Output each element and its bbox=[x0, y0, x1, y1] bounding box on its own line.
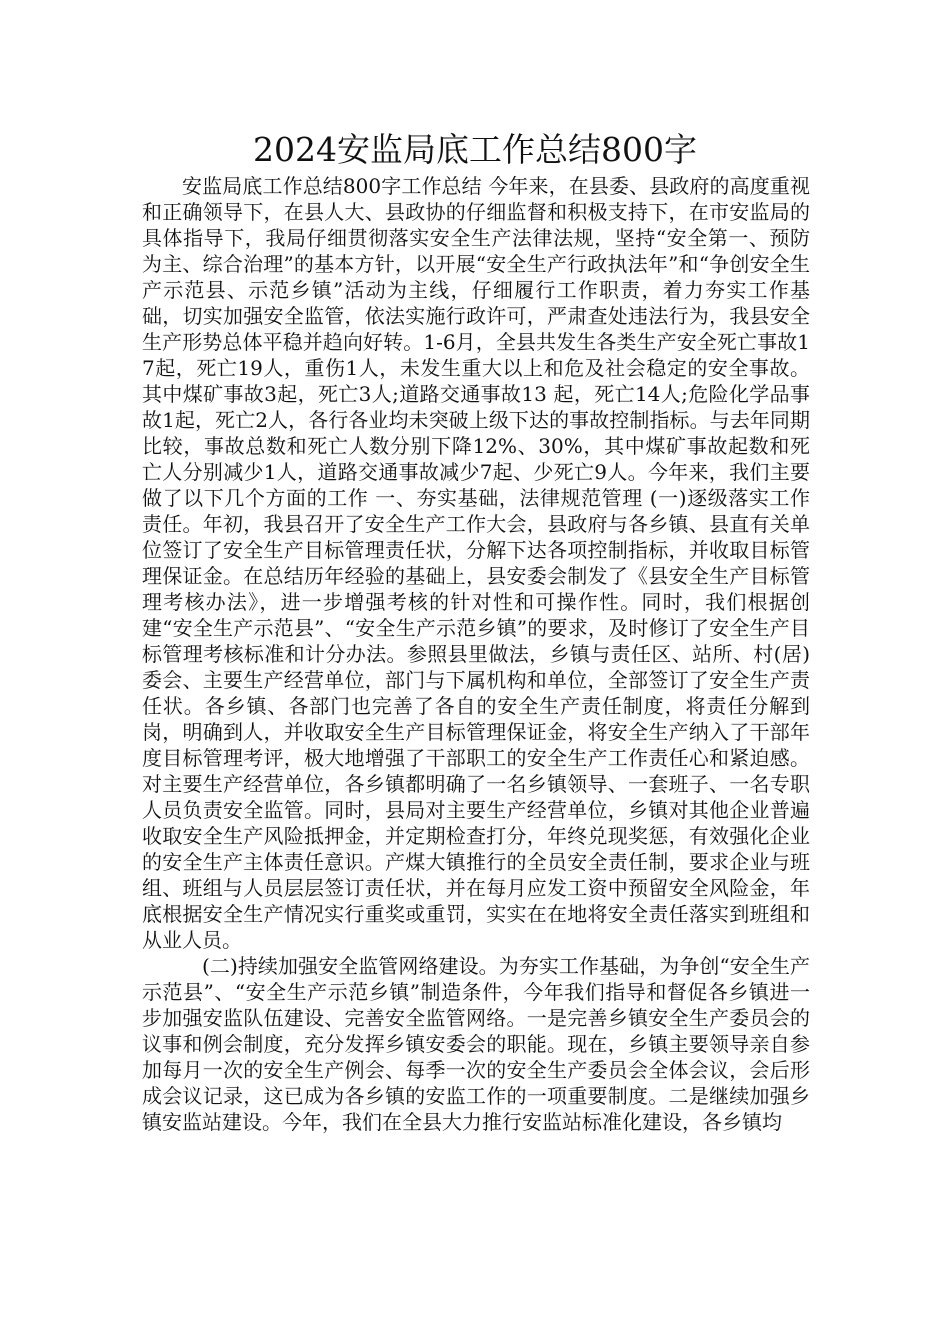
document-title: 2024安监局底工作总结800字 bbox=[253, 130, 697, 169]
document-body bbox=[142, 173, 810, 1135]
body-paragraph-1: 安监局底工作总结800字工作总结 今年来，在县委、县政府的高度重视和正确领导下，在县人大、县政协的仔细监督和积极支持下，在市安监局的具体指导下，我局仔细贯彻落实安全生产法律法规，坚持“安全第一、预防为主、综合治理”的基本方针，以开展“安全生产行政执法年”和“争创安全生产示范县、示范乡镇”活动为主线，仔细履行工作职责，着力夯实工作基础，切实加强安全监管，依法实施行政许可，严肃查处违法行为，我县安全生产形势总体平稳并趋向好转。1-6月，全县共发生各类生产安全死亡事故17起，死亡19人，重伤1人，未发生重大以上和危及社会稳定的安全事故。其中煤矿事故3起，死亡3人;道路交通事故13 起，死亡14人;危险化学品事故1起，死亡2人，各行各业均未突破上级下达的事故控制指标。与去年同期比较，事故总数和死亡人数分别下降12%、30%，其中煤矿事故起数和死亡人分别减少1人，道路交通事故减少7起、少死亡9人。今年来，我们主要做了以下几个方面的工作 一、夯实基础，法律规范管理 (一)逐级落实工作责任。年初，我县召开了安全生产工作大会，县政府与各乡镇、县直有关单位签订了安全生产目标管理责任状，分解下达各项控制指标，并收取目标管理保证金。在总结历年经验的基础上，县安委会制发了《县安全生产目标管理考核办法》，进一步增强考核的针对性和可操作性。同时，我们根据创建“安全生产示范县”、“安全生产示范乡镇”的要求，及时修订了安全生产目标管理考核标准和计分办法。参照县里做法，乡镇与责任区、站所、村(居)委会、主要生产经营单位，部门与下属机构和单位，全部签订了安全生产责任状。各乡镇、各部门也完善了各自的安全生产责任制度，将责任分解到岗，明确到人，并收取安全生产目标管理保证金，将安全生产纳入了干部年度目标管理考评，极大地增强了干部职工的安全生产工作责任心和紧迫感。对主要生产经营单位，各乡镇都明确了一名乡镇领导、一套班子、一名专职人员负责安全监管。同时，县局对主要生产经营单位，乡镇对其他企业普遍收取安全生产风险抵押金，并定期检查打分，年终兑现奖惩，有效强化企业的安全生产主体责任意识。产煤大镇推行的全员安全责任制，要求企业与班组、班组与人员层层签订责任状，并在每月应发工资中预留安全风险金，年底根据安全生产情况实行重奖或重罚，实实在在地将安全责任落实到班组和从业人员。 bbox=[142, 174, 810, 952]
body-paragraph-2: (二)持续加强安全监管网络建设。为夯实工作基础，为争创“安全生产示范县”、“安全生产示范乡镇”制造条件，今年我们指导和督促各乡镇进一步加强安监队伍建设、完善安全监管网络。一是完善乡镇安全生产委员会的议事和例会制度，充分发挥乡镇安委会的职能。现在，乡镇主要领导亲自参加每月一次的安全生产例会、每季一次的安全生产委员会全体会议，会后形成会议记录，这已成为各乡镇的安监工作的一项重要制度。二是继续加强乡镇安监站建设。今年，我们在全县大力推行安监站标准化建设，各乡镇均 bbox=[142, 954, 810, 1134]
